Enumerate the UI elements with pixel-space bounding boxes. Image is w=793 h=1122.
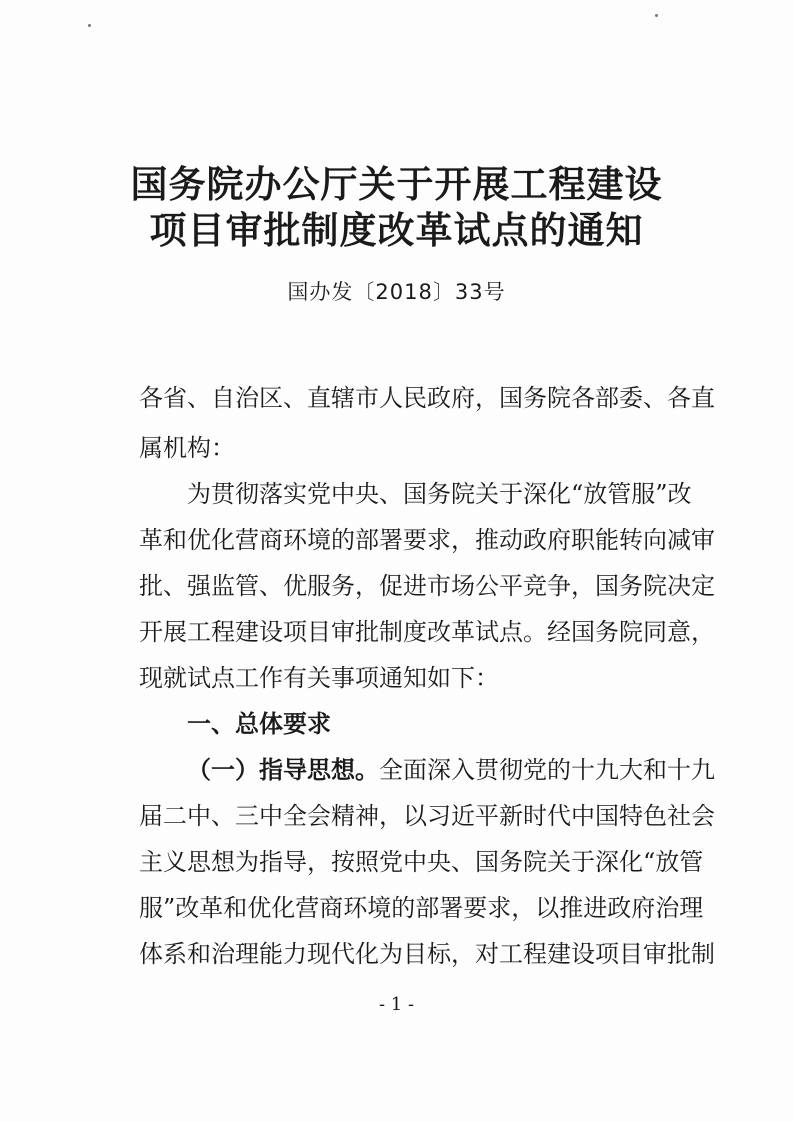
paragraph-1-line-1: 为贯彻落实党中央、国务院关于深化“放管服”改 xyxy=(187,480,692,508)
subsection-1-label: （一）指导思想。 xyxy=(187,755,379,784)
subsection-1-line-2: 届二中、三中全会精神，以习近平新时代中国特色社会 xyxy=(139,802,715,830)
scan-speck xyxy=(655,14,658,17)
subsection-1-line-1 xyxy=(187,754,715,786)
document-title-line-2: 项目审批制度改革试点的通知 xyxy=(149,208,644,252)
paragraph-1-line-2: 革和优化营商环境的部署要求，推动政府职能转向减审 xyxy=(139,526,715,554)
document-title-line-1: 国务院办公厅关于开展工程建设 xyxy=(130,162,663,206)
subsection-1-line-4: 服”改革和优化营商环境的部署要求，以推进政府治理 xyxy=(139,894,704,922)
paragraph-1-line-4: 开展工程建设项目审批制度改革试点。经国务院同意， xyxy=(139,618,715,646)
addressee-line-2: 属机构： xyxy=(139,434,235,462)
subsection-1-line-3: 主义思想为指导，按照党中央、国务院关于深化“放管 xyxy=(139,848,704,876)
document-number: 国办发〔2018〕33号 xyxy=(287,280,506,304)
addressee-line-1: 各省、自治区、直辖市人民政府，国务院各部委、各直 xyxy=(139,384,715,412)
scan-speck xyxy=(88,24,91,27)
paragraph-1-line-3: 批、强监管、优服务，促进市场公平竞争，国务院决定 xyxy=(139,572,715,600)
subsection-1-text: 全面深入贯彻党的十九大和十九 xyxy=(379,756,715,784)
section-1-heading: 一、总体要求 xyxy=(187,710,331,738)
page-number: - 1 - xyxy=(378,994,415,1015)
paragraph-1-line-5: 现就试点工作有关事项通知如下： xyxy=(139,664,499,692)
subsection-1-line-5: 体系和治理能力现代化为目标，对工程建设项目审批制 xyxy=(139,940,715,968)
